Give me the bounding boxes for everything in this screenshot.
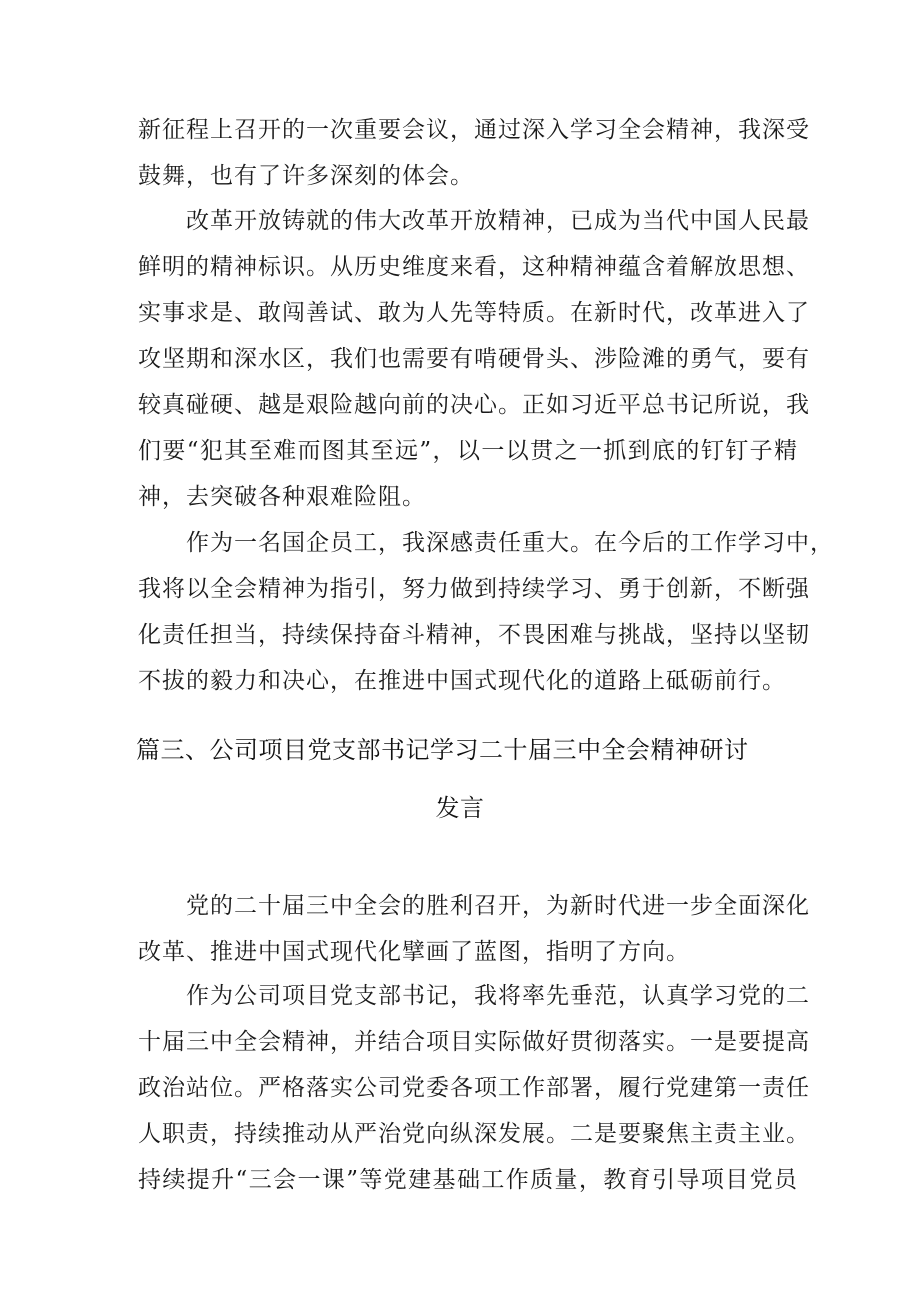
section-heading-continued: 发言 [435,794,485,822]
paragraph-line: 我将以全会精神为指引，努力做到持续学习、勇于创新，不断强 [138,576,810,602]
paragraph-line: 不拔的毅力和决心，在推进中国式现代化的道路上砥砺前行。 [138,668,786,694]
paragraph-line: 化责任担当，持续保持奋斗精神，不畏困难与挑战，坚持以坚韧 [138,622,810,648]
paragraph-line: 较真碰硬、越是艰险越向前的决心。正如习近平总书记所说，我 [138,392,810,418]
paragraph-line: 作为一名国企员工，我深感责任重大。在今后的工作学习中， [186,530,834,556]
paragraph-line: 鲜明的精神标识。从历史维度来看，这种精神蕴含着解放思想、 [138,254,810,280]
paragraph-line: 党的二十届三中全会的胜利召开，为新时代进一步全面深化 [186,893,810,919]
paragraph-line: 改革开放铸就的伟大改革开放精神，已成为当代中国人民最 [186,208,810,234]
paragraph-line: 政治站位。严格落实公司党委各项工作部署，履行党建第一责任 [138,1075,810,1101]
paragraph-line: 人职责，持续推动从严治党向纵深发展。二是要聚焦主责主业。 [138,1121,810,1147]
paragraph-line: 作为公司项目党支部书记，我将率先垂范，认真学习党的二 [186,983,810,1009]
paragraph-line: 鼓舞，也有了许多深刻的体会。 [138,163,474,189]
paragraph-line: 实事求是、敢闯善试、敢为人先等特质。在新时代，改革进入了 [138,300,810,326]
paragraph-line: 新征程上召开的一次重要会议，通过深入学习全会精神，我深受 [138,117,810,143]
section-heading: 篇三、公司项目党支部书记学习二十届三中全会精神研讨 [136,736,749,764]
paragraph-line: 们要“犯其至难而图其至远”，以一以贯之一抓到底的钉钉子精 [138,438,798,464]
paragraph-line: 持续提升“三会一课”等党建基础工作质量，教育引导项目党员 [138,1167,798,1193]
paragraph-line: 攻坚期和深水区，我们也需要有啃硬骨头、涉险滩的勇气，要有 [138,346,810,372]
paragraph-line: 神，去突破各种艰难险阻。 [138,484,426,510]
paragraph-line: 改革、推进中国式现代化擘画了蓝图，指明了方向。 [138,939,690,965]
paragraph-line: 十届三中全会精神，并结合项目实际做好贯彻落实。一是要提高 [138,1029,810,1055]
